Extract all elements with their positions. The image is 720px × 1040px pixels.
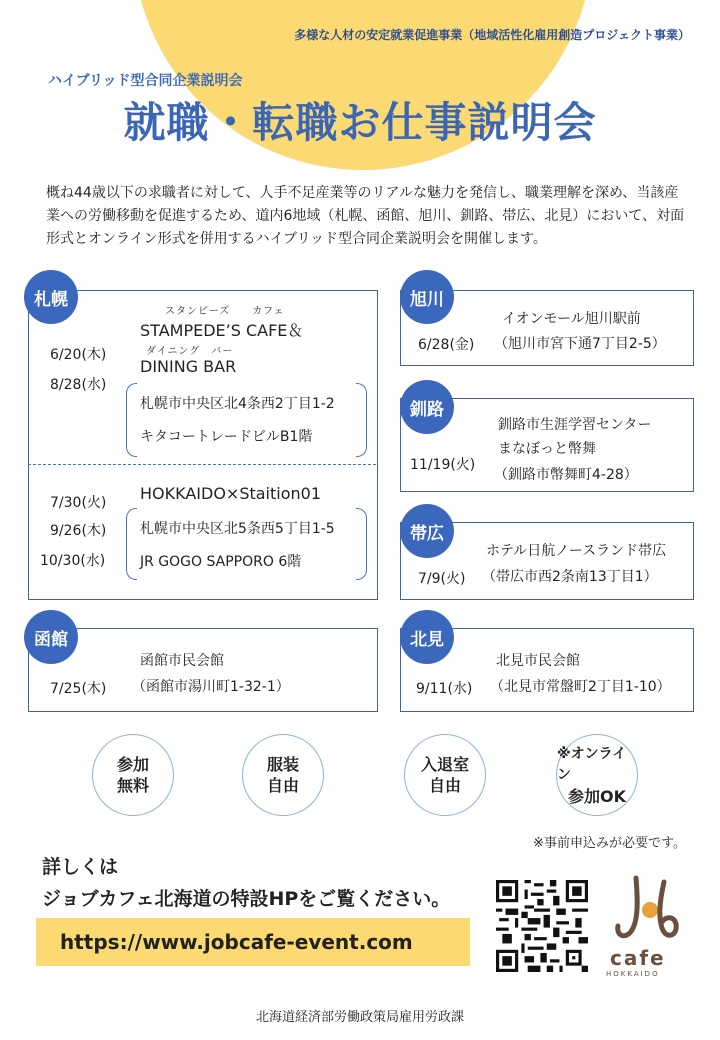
sapporo-b-building: JR GOGO SAPPORO 6階	[140, 554, 302, 570]
project-name: 多様な人材の安定就業促進事業（地域活性化雇用創造プロジェクト事業）	[294, 28, 690, 42]
sapporo-b-date-2: 9/26(木)	[50, 523, 107, 539]
asahikawa-date: 6/28(金)	[418, 337, 475, 353]
sapporo-a-date-2: 8/28(水)	[50, 377, 107, 393]
feature-entry-line2: 自由	[428, 776, 461, 795]
sapporo-a-ruby-1: スタンピーズ カフェ	[165, 306, 285, 317]
kitami-venue: 北見市民会館	[496, 653, 580, 669]
feature-entry-line1: 入退室	[420, 755, 469, 774]
hakodate-address: （函館市湯川町1-32-1）	[132, 679, 290, 695]
kushiro-venue-2: まなぼっと幣舞	[498, 441, 596, 457]
sapporo-divider	[28, 464, 376, 465]
feature-free-line1: 参加	[116, 755, 149, 774]
obihiro-badge: 帯広	[400, 504, 454, 558]
asahikawa-address: （旭川市宮下通7丁目2-5）	[494, 336, 666, 352]
feature-dress-line2: 自由	[266, 776, 299, 795]
feature-dress	[242, 734, 324, 816]
sapporo-badge: 札幌	[24, 270, 78, 324]
obihiro-date: 7/9(火)	[418, 571, 466, 587]
registration-note: ※事前申込みが必要です。	[533, 836, 686, 851]
page-title: 就職・転職お仕事説明会	[123, 98, 597, 147]
sapporo-b-bracket-left	[126, 508, 137, 580]
sapporo-a-bracket-right	[356, 383, 367, 457]
sapporo-a-venue-1: STAMPEDE’S CAFE＆	[140, 321, 304, 340]
event-subtitle: ハイブリッド型合同企業説明会	[48, 73, 243, 89]
sapporo-a-date-1: 6/20(木)	[50, 347, 107, 363]
kitami-address: （北見市常盤町2丁目1-10）	[490, 679, 671, 695]
feature-online	[556, 734, 638, 816]
jobcafe-logo	[606, 872, 688, 982]
sapporo-a-ruby-2: ダイニング バー	[146, 346, 234, 357]
feature-free-line2: 無料	[116, 776, 149, 795]
asahikawa-venue: イオンモール旭川駅前	[502, 311, 641, 327]
qr-code-icon[interactable]	[496, 880, 588, 972]
kushiro-badge: 釧路	[400, 380, 454, 434]
sapporo-a-venue-2: DINING BAR	[140, 357, 237, 376]
sapporo-a-address: 札幌市中央区北4条西2丁目1-2	[140, 396, 335, 412]
sapporo-a-bracket-left	[126, 383, 137, 457]
logo-region: HOKKAIDO	[606, 970, 660, 978]
intro-text: 概ね44歳以下の求職者に対して、人手不足産業等のリアルな魅力を発信し、職業理解を深め、当該産業への労働移動を促進するため、道内6地域（札幌、函館、旭川、釧路、帯広、北見）において、対面形式とオンライン形式を併用するハイブリッド型合同企業説明会を開催します。	[46, 185, 685, 247]
logo-word: cafe	[610, 946, 666, 970]
feature-dress-line1: 服装	[266, 755, 299, 774]
kushiro-venue-1: 釧路市生涯学習センター	[498, 417, 652, 433]
sapporo-a-building: キタコートレードビルB1階	[140, 429, 313, 445]
kushiro-address: （釧路市幣舞町4-28）	[494, 467, 638, 483]
kitami-badge: 北見	[400, 610, 454, 664]
sapporo-b-bracket-right	[356, 508, 367, 580]
details-line-1: 詳しくは	[42, 856, 119, 878]
feature-entry	[404, 734, 486, 816]
hakodate-badge: 函館	[24, 610, 78, 664]
sapporo-b-date-1: 7/30(火)	[50, 495, 107, 511]
obihiro-address: （帯広市西2条南13丁目1）	[482, 569, 658, 585]
sapporo-b-venue: HOKKAIDO×Staition01	[140, 484, 321, 503]
website-link[interactable]: https://www.jobcafe-event.com	[60, 930, 413, 954]
details-line-2: ジョブカフェ北海道の特設HPをご覧ください。	[42, 888, 451, 910]
hakodate-box	[28, 628, 378, 712]
obihiro-venue: ホテル日航ノースランド帯広	[486, 543, 667, 559]
asahikawa-badge: 旭川	[400, 270, 454, 324]
kushiro-date: 11/19(火)	[410, 457, 476, 473]
hakodate-date: 7/25(木)	[50, 681, 107, 697]
footer-organization: 北海道経済部労働政策局雇用労政課	[255, 1010, 464, 1025]
sapporo-b-date-3: 10/30(水)	[40, 553, 106, 569]
job-mark-icon	[606, 872, 688, 950]
feature-online-line2: 参加OK	[567, 786, 626, 806]
sapporo-b-address: 札幌市中央区北5条西5丁目1-5	[140, 521, 335, 537]
kitami-date: 9/11(水)	[416, 681, 473, 697]
hakodate-venue: 函館市民会館	[140, 653, 224, 669]
feature-free	[92, 734, 174, 816]
feature-online-line1: ※オンライン	[557, 745, 627, 783]
